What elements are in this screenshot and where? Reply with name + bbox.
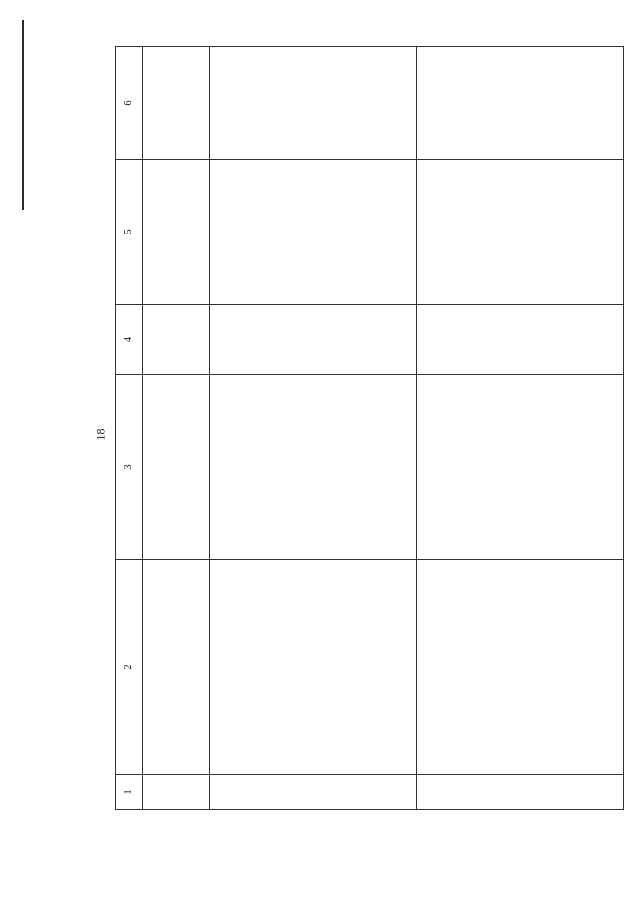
- table-row-4-1: [210, 47, 417, 810]
- period-cell: [210, 305, 417, 375]
- program-table-container: [115, 47, 605, 810]
- period-cell: [143, 305, 210, 375]
- column-number-5: 5: [116, 160, 143, 305]
- period-cell: [417, 305, 624, 375]
- indicators-cell: [210, 160, 417, 305]
- column-number-4: 4: [116, 305, 143, 375]
- column-number-6: 6: [116, 47, 143, 160]
- measure-title: [210, 560, 417, 775]
- executor-cell: [143, 375, 210, 560]
- column-number-1: 1: [116, 775, 143, 810]
- executor-cell: [210, 375, 417, 560]
- page-number: 18: [93, 428, 108, 441]
- executor-cell: [417, 375, 624, 560]
- column-number-2: 2: [116, 560, 143, 775]
- table-header-row: [116, 47, 143, 810]
- result-cell: [210, 47, 417, 160]
- column-number-3: 3: [116, 375, 143, 560]
- result-cell: [143, 47, 210, 160]
- table-row-4-2: [417, 47, 624, 810]
- measure-title: [143, 560, 210, 775]
- measure-title: [417, 560, 624, 775]
- row-number: [143, 775, 210, 810]
- indicators-cell: [143, 160, 210, 305]
- row-number: [417, 775, 624, 810]
- indicators-cell: [417, 160, 624, 305]
- row-number: [210, 775, 417, 810]
- result-cell: [417, 47, 624, 160]
- table-row-main-measure-4: [143, 47, 210, 810]
- scan-margin-mark: [22, 20, 24, 210]
- program-measures-table: [115, 46, 624, 810]
